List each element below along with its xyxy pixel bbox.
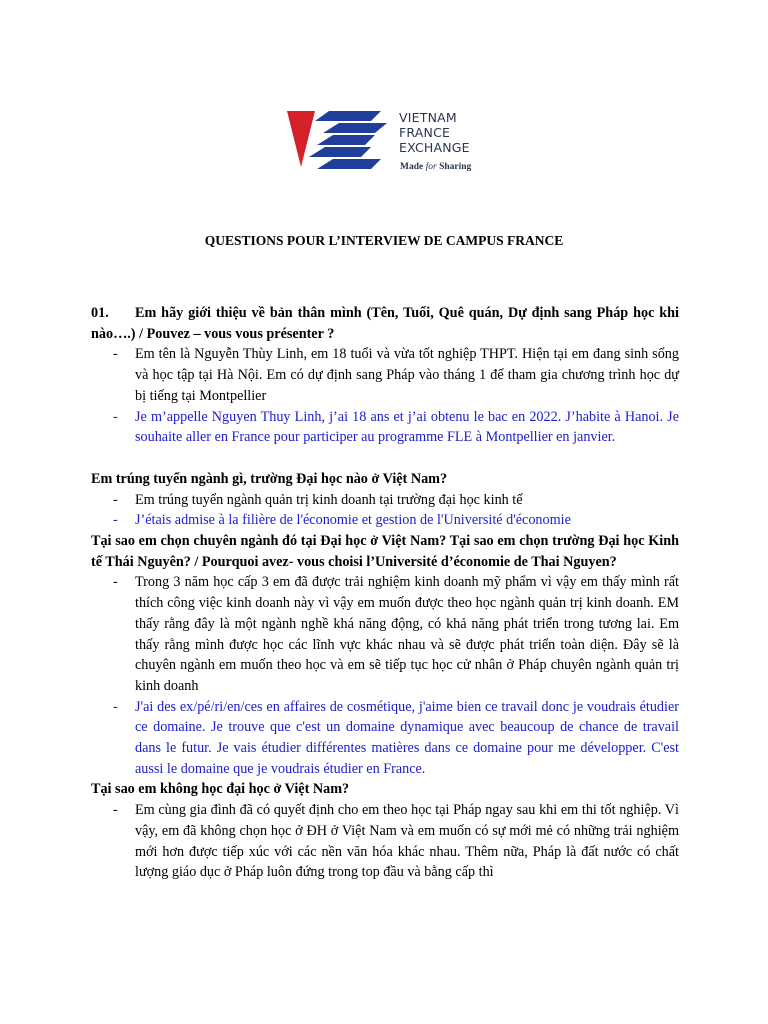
- logo-line-france: FRANCE: [399, 125, 451, 140]
- question-1: [91, 303, 679, 344]
- answer-vietnamese: - Trong 3 năm học cấp 3 em đã được trải nghiệm kinh doanh mỹ phẩm vì vậy em thấy mình rất thích công việc kinh doanh này vì vậy em muốn được theo học ngành quản trị kinh doanh. EM thấy rằng đây là một ngành nghề khá năng động, có khả năng phát triển trong tương lai. Em thấy rằng mình được học các lĩnh vực khác nhau và sẽ được phát triển toàn diện. Đây sẽ là chuyên ngành em muốn theo học và em sẽ tiếp tục học cử nhân ở Pháp chuyên ngành quản trị kinh doanh: [91, 572, 679, 696]
- answer-french: - J'ai des ex/pé/ri/en/ces en affaires de cosmétique, j'aime bien ce travail donc je voudrais étudier ce domaine. Je trouve que c'est un domaine dynamique avec beaucoup de chance de travail dans le futur. Je vais étudier différentes matières dans ce domaine pour me développer. C'est aussi le domaine que je voudrais étudier en France.: [91, 697, 679, 780]
- document-title: QUESTIONS POUR L’INTERVIEW DE CAMPUS FRANCE: [204, 233, 564, 248]
- question-number: 01.: [91, 305, 109, 321]
- answer-list-1: [91, 344, 679, 448]
- logo-wordmark: [399, 110, 470, 155]
- logo-tagline: Made for Sharing: [400, 162, 472, 172]
- vfe-logo-mark: [287, 107, 393, 171]
- answer-list-4: [91, 800, 679, 883]
- question-3: Tại sao em chọn chuyên ngành đó tại Đại học ở Việt Nam? Tại sao em chọn trường Đại học Kinh tế Thái Nguyên? / Pourquoi avez- vous choisi l’Université d’économie de Thai Nguyen?: [91, 533, 679, 570]
- answer-vietnamese: - Em trúng tuyển ngành quản trị kinh doanh tại trường đại học kinh tế: [91, 490, 679, 511]
- logo-line-vietnam: VIETNAM: [399, 110, 457, 125]
- answer-list-3: [91, 572, 679, 779]
- question-text: Em hãy giới thiệu về bản thân mình (Tên, Tuổi, Quê quán, Dự định sang Pháp học khi nào….) / Pouvez – vous vous présenter ?: [91, 305, 679, 342]
- logo-line-exchange: EXCHANGE: [399, 140, 470, 155]
- question-2: Em trúng tuyển ngành gì, trường Đại học nào ở Việt Nam?: [91, 470, 448, 487]
- vfe-logo: [287, 107, 487, 177]
- answer-list-2: [91, 490, 679, 531]
- answer-french: - J’étais admise à la filière de l'économie et gestion de l'Université d'économie: [91, 510, 679, 531]
- answer-french: - Je m’appelle Nguyen Thuy Linh, j’ai 18 ans et j’ai obtenu le bac en 2022. J’habite à Hanoi. Je souhaite aller en France pour participer au programme FLE à Montpellier en janvier.: [91, 407, 679, 448]
- answer-vietnamese: - Em tên là Nguyễn Thùy Linh, em 18 tuổi và vừa tốt nghiệp THPT. Hiện tại em đang sinh sống và học tập tại Hà Nội. Em có dự định sang Pháp vào tháng 1 để tham gia chương trình học dự bị tiếng tại Montpellier: [91, 344, 679, 406]
- question-4: Tại sao em không học đại học ở Việt Nam?: [91, 781, 350, 798]
- answer-vietnamese: - Em cùng gia đình đã có quyết định cho em theo học tại Pháp ngay sau khi em thi tốt nghiệp. Vì vậy, em đã không chọn học ở ĐH ở Việt Nam và em muốn có sự mới mẻ có những trải nghiệm mới hơn được tiếp xúc với các nền văn hóa khác nhau. Thêm nữa, Pháp là đất nước có chất lượng giáo dục ở Pháp luôn đứng trong top đầu và bằng cấp thì: [91, 800, 679, 883]
- document-body: [91, 303, 679, 883]
